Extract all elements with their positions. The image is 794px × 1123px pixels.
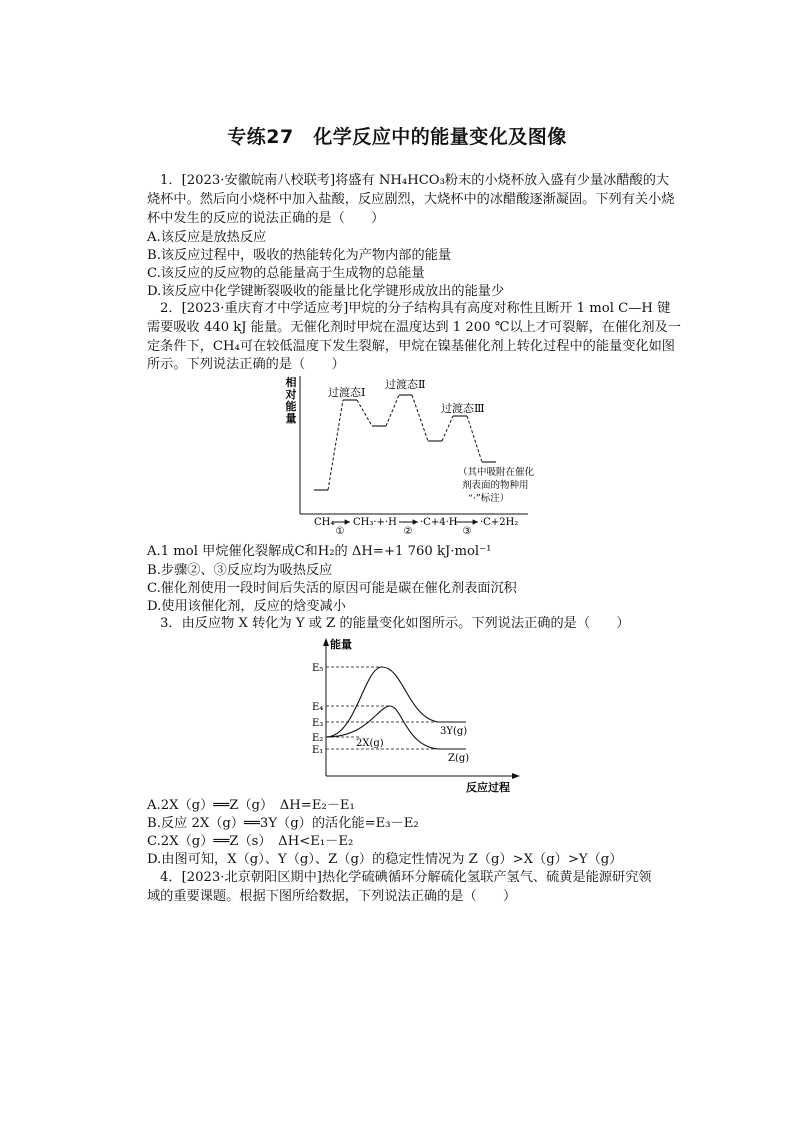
x-y-z-energy-figure bbox=[298, 634, 528, 794]
q2-line-1: 2．[2023·重庆育才中学适应考]甲烷的分子结构具有高度对称性且断开 1 mol C—H 键 bbox=[160, 301, 671, 316]
curve-label: 3Y(g) bbox=[440, 726, 468, 737]
q1-line-3: 杯中发生的反应的说法正确的是（ ） bbox=[147, 211, 385, 226]
note-line: （其中吸附在催化 bbox=[458, 467, 535, 478]
q1-line-1: 1．[2023·安徽皖南八校联考]将盛有 NH₄HCO₃粉末的小烧杯放入盛有少量冰醋酸的大 bbox=[160, 173, 670, 188]
note-line: “·”标注） bbox=[468, 493, 510, 504]
y-label-char: 相 bbox=[285, 376, 297, 389]
note-line: 剂表面的物种用 bbox=[462, 480, 529, 491]
q2-option-b: B.步骤②、③反应均为吸热反应 bbox=[147, 563, 333, 578]
ts3-label: 过渡态Ⅲ bbox=[441, 402, 485, 415]
curve-label: Z(g) bbox=[448, 753, 470, 764]
species-label: ·C+2H₂ bbox=[480, 517, 519, 528]
q1-option-d: D.该反应中化学键断裂吸收的能量比化学键形成放出的能量少 bbox=[147, 284, 505, 299]
q2-line-2: 需要吸收 440 kJ 能量。无催化剂时甲烷在温度达到 1 200 ℃以上才可裂解，在催化剂及一 bbox=[147, 320, 681, 335]
step-label: ③ bbox=[462, 526, 472, 536]
q3-option-c: C.2X（g）══Z（s） ΔH<E₁－E₂ bbox=[147, 834, 354, 849]
e-label: E₄ bbox=[312, 702, 324, 713]
q2-line-4: 所示。下列说法正确的是（ ） bbox=[147, 357, 345, 372]
q3-option-d: D.由图可知，X（g）、Y（g）、Z（g）的稳定性情况为 Z（g）>X（g）>Y（g） bbox=[147, 852, 623, 867]
y-label-char: 能 bbox=[285, 400, 297, 413]
q2-line-3: 定条件下，CH₄可在较低温度下发生裂解，甲烷在镍基催化剂上转化过程中的能量变化如图 bbox=[147, 339, 675, 354]
q1-option-c: C.该反应的反应物的总能量高于生成物的总能量 bbox=[147, 266, 425, 281]
q2-option-c: C.催化剂使用一段时间后失活的原因可能是碳在催化剂表面沉积 bbox=[147, 581, 517, 596]
q4-line-2: 域的重要课题。根据下图所给数据，下列说法正确的是（ ） bbox=[147, 889, 517, 904]
curve-label: 2X(g) bbox=[356, 738, 384, 749]
e-label: E₂ bbox=[312, 733, 324, 744]
e-label: E₃ bbox=[312, 718, 324, 729]
q3-line-1: 3．由反应物 X 转化为 Y 或 Z 的能量变化如图所示。下列说法正确的是（ ） bbox=[160, 616, 630, 631]
q1-option-b: B.该反应过程中，吸收的热能转化为产物内部的能量 bbox=[147, 248, 452, 263]
q1-option-a: A.该反应是放热反应 bbox=[147, 230, 267, 245]
q3-option-b: B.反应 2X（g）══3Y（g）的活化能=E₃－E₂ bbox=[147, 816, 419, 831]
q2-option-a: A.1 mol 甲烷催化裂解成C和H₂的 ΔH=+1 760 kJ·mol⁻¹ bbox=[147, 544, 492, 559]
species-label: CH₄ bbox=[314, 517, 335, 528]
species-label: ·C+4·H bbox=[420, 517, 458, 528]
q1-line-2: 烧杯中。然后向小烧杯中加入盐酸，反应剧烈，大烧杯中的冰醋酸逐渐凝固。下列有关小烧 bbox=[147, 192, 675, 207]
y-axis-label: 能量 bbox=[330, 638, 352, 651]
y-label-char: 对 bbox=[285, 388, 297, 401]
q2-option-d: D.使用该催化剂，反应的焓变减小 bbox=[147, 599, 346, 614]
e-label: E₅ bbox=[312, 663, 324, 674]
q4-line-1: 4．[2023·北京朝阳区期中]热化学硫碘循环分解硫化氢联产氢气、硫黄是能源研究领 bbox=[160, 870, 652, 885]
step-label: ① bbox=[335, 526, 345, 536]
species-label: CH₃·+·H bbox=[353, 517, 397, 528]
page-title: 专练27 化学反应中的能量变化及图像 bbox=[227, 126, 567, 148]
step-label: ② bbox=[403, 526, 413, 536]
e-label: E₁ bbox=[312, 745, 324, 756]
ts1-label: 过渡态Ⅰ bbox=[328, 386, 366, 399]
energy-profile-figure bbox=[270, 374, 540, 536]
ts2-label: 过渡态Ⅱ bbox=[385, 378, 426, 391]
q3-option-a: A.2X（g）══Z（g） ΔH=E₂－E₁ bbox=[147, 798, 355, 813]
x-axis-label: 反应过程 bbox=[466, 781, 510, 794]
y-label-char: 量 bbox=[285, 412, 297, 425]
